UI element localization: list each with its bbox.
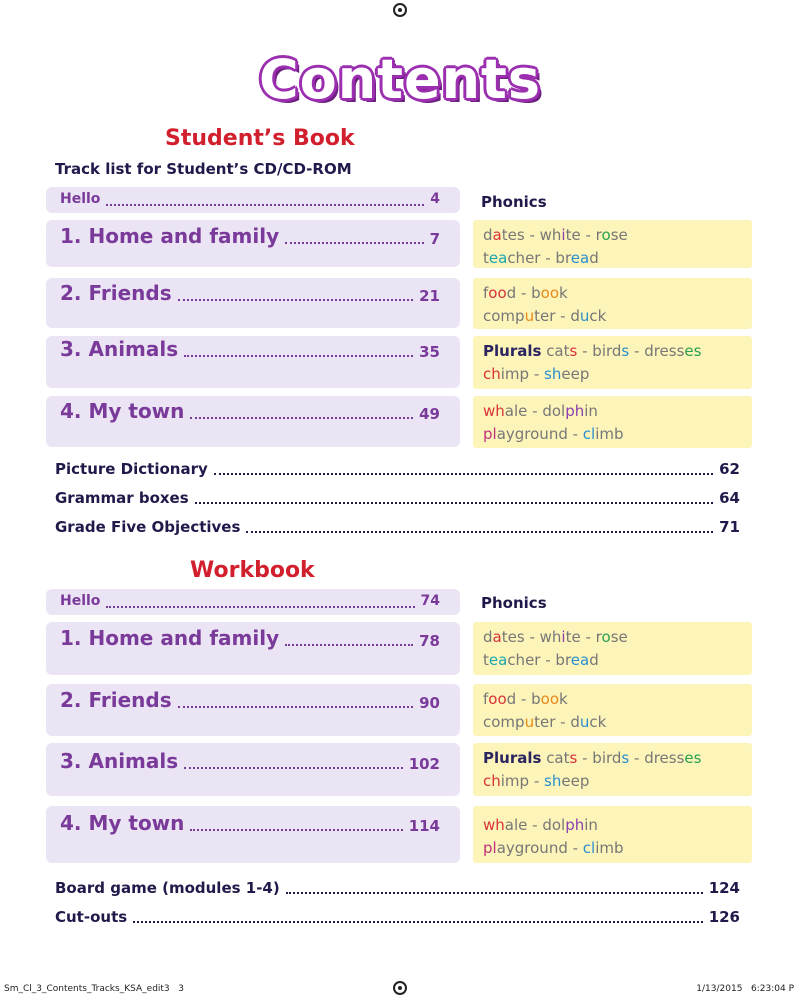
phonics-line: whale - dolphin [483, 402, 598, 420]
sb-extra-picture-dictionary[interactable]: Picture Dictionary 62 [55, 460, 740, 478]
unit-label: 2. Friends [60, 688, 172, 712]
unit-label: 2. Friends [60, 281, 172, 305]
phonics-line: teacher - bread [483, 651, 599, 669]
phonics-word: bread [555, 249, 599, 267]
wb-phonics-unit-2 [473, 684, 752, 736]
wb-phonics-heading: Phonics [481, 594, 547, 612]
phonics-line: playground - climb [483, 425, 624, 443]
leader-dots [184, 337, 413, 357]
phonics-word: dates [483, 226, 525, 244]
plurals-label: Plurals [483, 749, 542, 767]
track-list-heading: Track list for Student’s CD/CD-ROM [55, 160, 352, 178]
leader-dots [178, 281, 414, 301]
wb-phonics-unit-3 [473, 743, 752, 796]
unit-label: 1. Home and family [60, 626, 280, 650]
students-book-heading: Student’s Book [165, 126, 355, 151]
unit-page: 21 [419, 287, 440, 305]
sb-unit-hello[interactable] [46, 191, 460, 207]
wb-extra-board-game[interactable]: Board game (modules 1-4) 124 [55, 879, 740, 897]
sb-unit-3[interactable] [46, 337, 460, 361]
phonics-line: Plurals cats - birds - dresses [483, 342, 702, 360]
leader-dots [190, 811, 402, 831]
registration-mark-top [393, 3, 407, 17]
sb-phonics-unit-1 [473, 220, 752, 268]
sb-unit-2[interactable] [46, 281, 460, 305]
unit-page: 4 [430, 191, 440, 207]
unit-label: 4. My town [60, 399, 185, 423]
phonics-line: chimp - sheep [483, 365, 590, 383]
unit-label: 1. Home and family [60, 224, 280, 248]
phonics-line: computer - duck [483, 713, 607, 731]
unit-page: 78 [419, 632, 440, 650]
leader-dots [190, 399, 413, 419]
phonics-line: teacher - bread [483, 249, 599, 267]
leader-dots [133, 908, 703, 923]
phonics-line: Plurals cats - birds - dresses [483, 749, 702, 767]
leader-dots [246, 518, 713, 533]
wb-unit-4[interactable] [46, 811, 460, 835]
leader-dots [106, 191, 424, 206]
sb-phonics-unit-3 [473, 336, 752, 389]
wb-unit-3[interactable] [46, 749, 460, 773]
sb-phonics-heading: Phonics [481, 193, 547, 211]
unit-page: 35 [419, 343, 440, 361]
sb-unit-4[interactable] [46, 399, 460, 423]
unit-page: 74 [420, 593, 440, 609]
sb-extra-grammar-boxes[interactable]: Grammar boxes 64 [55, 489, 740, 507]
wb-unit-2[interactable] [46, 688, 460, 712]
unit-label: Hello [60, 593, 101, 609]
leader-dots [286, 879, 703, 894]
wb-phonics-unit-1 [473, 622, 752, 675]
leader-dots [285, 626, 413, 646]
wb-phonics-unit-4 [473, 806, 752, 863]
sb-phonics-unit-2 [473, 278, 752, 329]
page-title: Contents [258, 48, 541, 111]
wb-unit-1[interactable] [46, 626, 460, 650]
unit-label: 4. My town [60, 811, 185, 835]
workbook-heading: Workbook [190, 558, 315, 583]
wb-extra-cut-outs[interactable]: Cut-outs 126 [55, 908, 740, 926]
sb-extra-grade-five-objectives[interactable]: Grade Five Objectives 71 [55, 518, 740, 536]
unit-page: 90 [419, 694, 440, 712]
phonics-line: computer - duck [483, 307, 607, 325]
phonics-line: playground - climb [483, 839, 624, 857]
phonics-line: whale - dolphin [483, 816, 598, 834]
unit-page: 102 [408, 755, 440, 773]
phonics-line: food - book [483, 690, 568, 708]
leader-dots [178, 688, 414, 708]
leader-dots [195, 489, 713, 504]
phonics-word: white [539, 226, 581, 244]
leader-dots [184, 749, 403, 769]
phonics-line: food - book [483, 284, 568, 302]
wb-unit-hello[interactable] [46, 593, 460, 609]
phonics-word: teacher [483, 249, 541, 267]
unit-page: 49 [419, 405, 440, 423]
sb-phonics-unit-4 [473, 396, 752, 448]
unit-label: Hello [60, 191, 101, 207]
phonics-line: dates - white - rose [483, 226, 628, 244]
phonics-word: rose [595, 226, 628, 244]
unit-label: 3. Animals [60, 337, 179, 361]
phonics-line: dates - white - rose [483, 628, 628, 646]
sb-unit-1[interactable] [46, 224, 460, 248]
footer-timestamp: 1/13/2015 6:23:04 P [696, 984, 794, 994]
unit-label: 3. Animals [60, 749, 179, 773]
registration-mark-bottom [393, 981, 407, 995]
leader-dots [106, 593, 414, 608]
leader-dots [214, 460, 713, 475]
plurals-label: Plurals [483, 342, 542, 360]
unit-page: 7 [429, 230, 440, 248]
unit-page: 114 [408, 817, 440, 835]
phonics-line: chimp - sheep [483, 772, 590, 790]
footer-file-name: Sm_Cl_3_Contents_Tracks_KSA_edit3 3 [4, 984, 184, 994]
leader-dots [285, 224, 423, 244]
